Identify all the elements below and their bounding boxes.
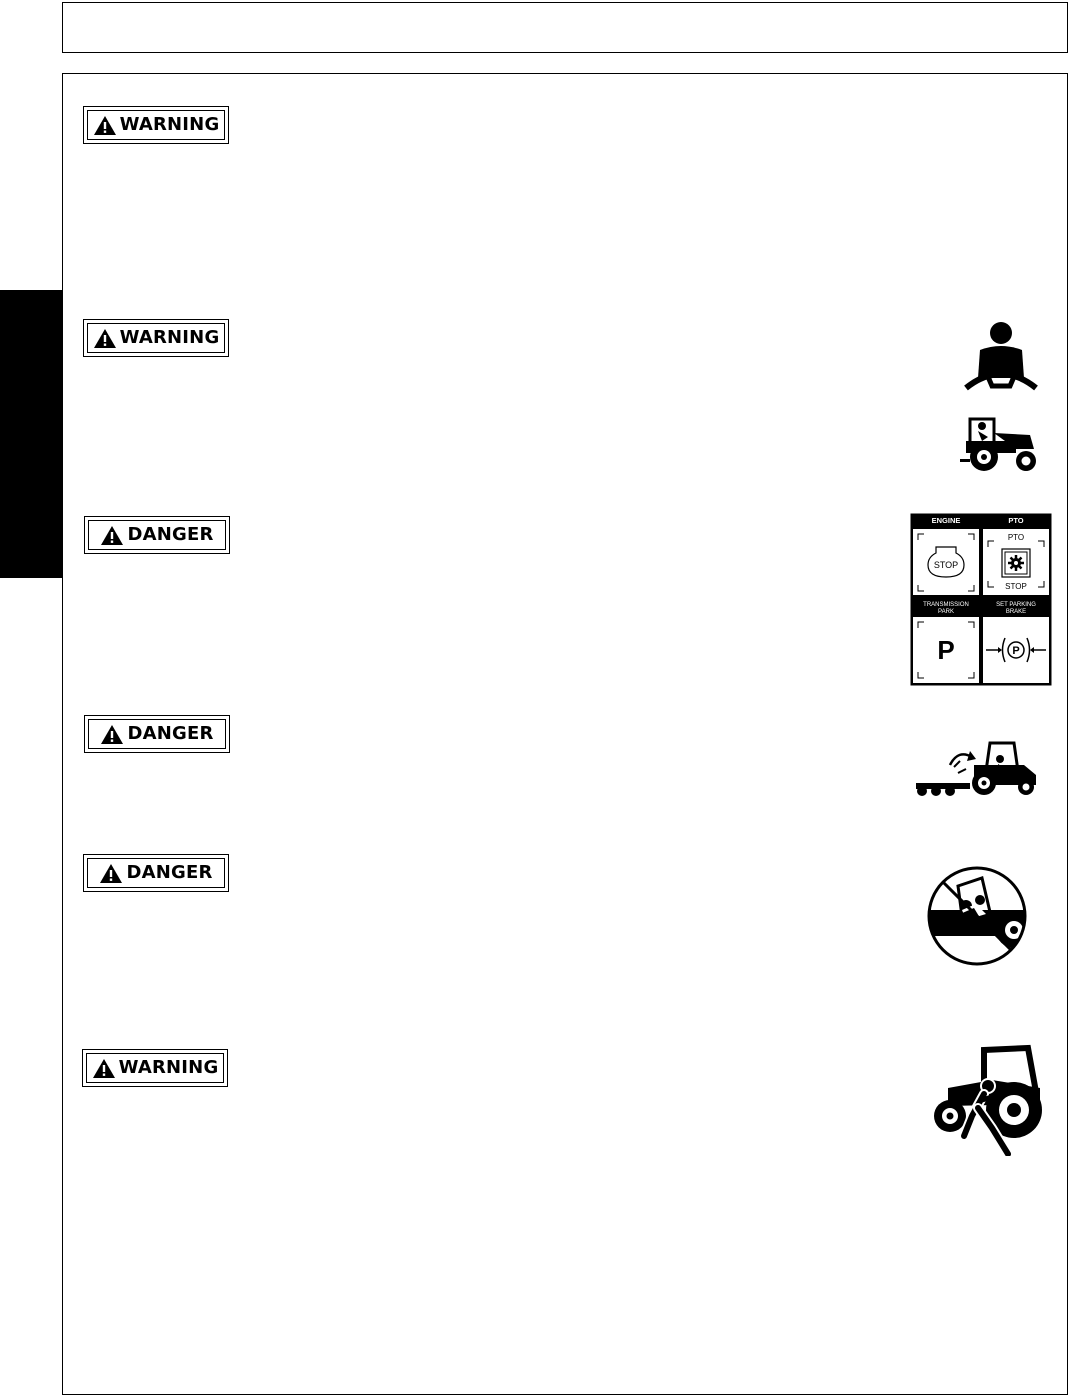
warning-badge [82, 1049, 228, 1087]
pto-header: PTO [1008, 516, 1024, 525]
danger-badge [84, 715, 230, 753]
run-over-icon [928, 1044, 1046, 1156]
alert-triangle-icon [93, 328, 117, 349]
badge-label: DANGER [126, 862, 213, 883]
pto-stop-label: STOP [1005, 582, 1027, 591]
section-side-tab [0, 290, 62, 578]
thrown-object-icon [914, 737, 1038, 799]
seatbelt-icon [962, 320, 1040, 392]
danger-badge [83, 854, 229, 892]
park-symbol: P [937, 635, 955, 665]
alert-triangle-icon [92, 1058, 116, 1079]
danger-badge [84, 516, 230, 554]
badge-label: DANGER [127, 524, 214, 545]
brake-header-line-1: SET PARKING [996, 602, 1036, 608]
alert-triangle-icon [100, 724, 124, 745]
badge-label: WARNING [119, 114, 220, 135]
badge-label: WARNING [119, 327, 220, 348]
engine-header: ENGINE [931, 516, 961, 525]
warning-badge [83, 319, 229, 357]
engine-stop-label: STOP [933, 560, 959, 570]
warning-badge [83, 106, 229, 144]
brake-header-line-2: BRAKE [1005, 609, 1027, 615]
badge-label: DANGER [127, 723, 214, 744]
page-header-box [62, 2, 1068, 53]
no-rider-icon [922, 864, 1032, 968]
alert-triangle-icon [99, 863, 123, 884]
alert-triangle-icon [93, 115, 117, 136]
tractor-icon [958, 413, 1040, 473]
pto-label: PTO [1007, 533, 1025, 542]
alert-triangle-icon [100, 525, 124, 546]
badge-label: WARNING [118, 1057, 219, 1078]
transmission-header-line-2: PARK [938, 609, 954, 615]
transmission-header-line-1: TRANSMISSION [923, 602, 969, 608]
shutdown-panel-icon [910, 513, 1052, 686]
brake-symbol: P [1012, 645, 1020, 657]
